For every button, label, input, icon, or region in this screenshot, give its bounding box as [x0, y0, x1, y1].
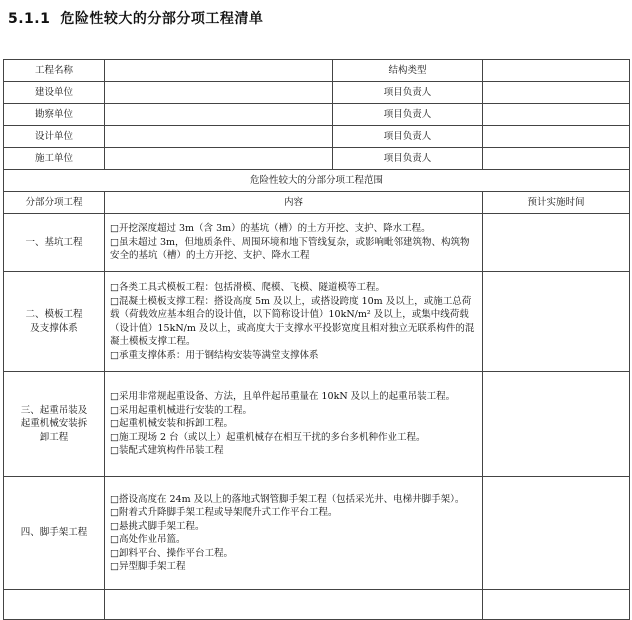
info-right-label: 项目负责人 — [333, 82, 483, 104]
column-header-content: 内容 — [105, 192, 483, 214]
section-title: 危险性较大的分部分项工程清单 — [60, 11, 264, 27]
info-right-value — [483, 60, 630, 82]
list-item: □高处作业吊篮。 — [110, 534, 186, 545]
info-label: 设计单位 — [4, 126, 105, 148]
blank-cell — [4, 590, 105, 620]
info-right-label: 项目负责人 — [333, 126, 483, 148]
category-items — [105, 214, 483, 272]
info-right-value — [483, 82, 630, 104]
blank-cell — [105, 590, 483, 620]
planned-time-cell — [483, 214, 630, 272]
table-row — [4, 590, 630, 620]
column-header-time: 预计实施时间 — [483, 192, 630, 214]
category-row — [4, 477, 630, 590]
category-name: 一、基坑工程 — [4, 214, 105, 272]
list-item: □混凝土模板支撑工程：搭设高度 5m 及以上，或搭设跨度 10m 及以上，或施工总荷载（荷载效应基本组合的设计值，以下简称设计值）10kN/m² 及以上，或集中线荷载（设计值）15kN/m 及以上，或高度大于支撑水平投影宽度且相对独立无联系构件的混凝土模板支撑工程。 — [110, 295, 475, 347]
hazardous-works-table — [3, 59, 630, 620]
list-item: □装配式建筑构件吊装工程 — [110, 445, 224, 457]
info-row — [4, 126, 630, 148]
info-right-value — [483, 148, 630, 170]
info-row — [4, 148, 630, 170]
category-row — [4, 372, 630, 477]
info-value — [105, 104, 333, 126]
info-right-label: 项目负责人 — [333, 148, 483, 170]
info-value — [105, 82, 333, 104]
list-item: □悬挑式脚手架工程。 — [110, 520, 205, 532]
planned-time-cell — [483, 477, 630, 590]
info-value — [105, 148, 333, 170]
column-header-category: 分部分项工程 — [4, 192, 105, 214]
info-right-label: 项目负责人 — [333, 104, 483, 126]
info-row — [4, 82, 630, 104]
list-item: □附着式升降脚手架工程或导架爬升式工作平台工程。 — [110, 507, 338, 518]
column-header-row — [4, 192, 630, 214]
category-name — [4, 272, 105, 372]
info-right-label: 结构类型 — [333, 60, 483, 82]
category-items — [105, 272, 483, 372]
list-item: □起重机械安装和拆卸工程。 — [110, 418, 233, 430]
info-right-value — [483, 104, 630, 126]
category-items — [105, 372, 483, 477]
list-item: □搭设高度在 24m 及以上的落地式钢管脚手架工程（包括采光井、电梯井脚手架）。 — [110, 493, 465, 505]
planned-time-cell — [483, 372, 630, 477]
scope-title-row — [4, 170, 630, 192]
list-item: □虽未超过 3m，但地质条件、周围环境和地下管线复杂，或影响毗邻建筑物、构筑物安全的基坑（槽）的土方开挖、支护、降水工程 — [110, 236, 470, 262]
list-item: □施工现场 2 台（或以上）起重机械存在相互干扰的多台多机种作业工程。 — [110, 431, 426, 443]
category-name — [4, 372, 105, 477]
info-label: 施工单位 — [4, 148, 105, 170]
list-item: □卸料平台、操作平台工程。 — [110, 547, 233, 559]
page-heading — [8, 8, 263, 30]
list-item: □异型脚手架工程 — [110, 561, 186, 572]
planned-time-cell — [483, 272, 630, 372]
info-row — [4, 60, 630, 82]
info-label: 工程名称 — [4, 60, 105, 82]
scope-title: 危险性较大的分部分项工程范围 — [4, 170, 630, 192]
info-value — [105, 60, 333, 82]
list-item: □采用起重机械进行安装的工程。 — [110, 404, 252, 416]
category-name-text: 二、模板工程及支撑体系 — [25, 309, 83, 334]
info-label: 建设单位 — [4, 82, 105, 104]
category-name: 四、脚手架工程 — [4, 477, 105, 590]
info-label: 勘察单位 — [4, 104, 105, 126]
category-name-text: 三、起重吊装及起重机械安装拆卸工程 — [20, 404, 88, 443]
category-row — [4, 214, 630, 272]
info-right-value — [483, 126, 630, 148]
category-row — [4, 272, 630, 372]
section-number: 5.1.1 — [8, 11, 51, 27]
category-items — [105, 477, 483, 590]
list-item: □采用非常规起重设备、方法，且单件起吊重量在 10kN 及以上的起重吊装工程。 — [110, 391, 456, 403]
blank-cell — [483, 590, 630, 620]
list-item: □开挖深度超过 3m（含 3m）的基坑（槽）的土方开挖、支护、降水工程。 — [110, 223, 431, 235]
list-item: □承重支撑体系：用于钢结构安装等满堂支撑体系 — [110, 349, 319, 361]
list-item: □各类工具式模板工程：包括滑模、爬模、飞模、隧道模等工程。 — [110, 282, 385, 293]
info-row — [4, 104, 630, 126]
info-value — [105, 126, 333, 148]
